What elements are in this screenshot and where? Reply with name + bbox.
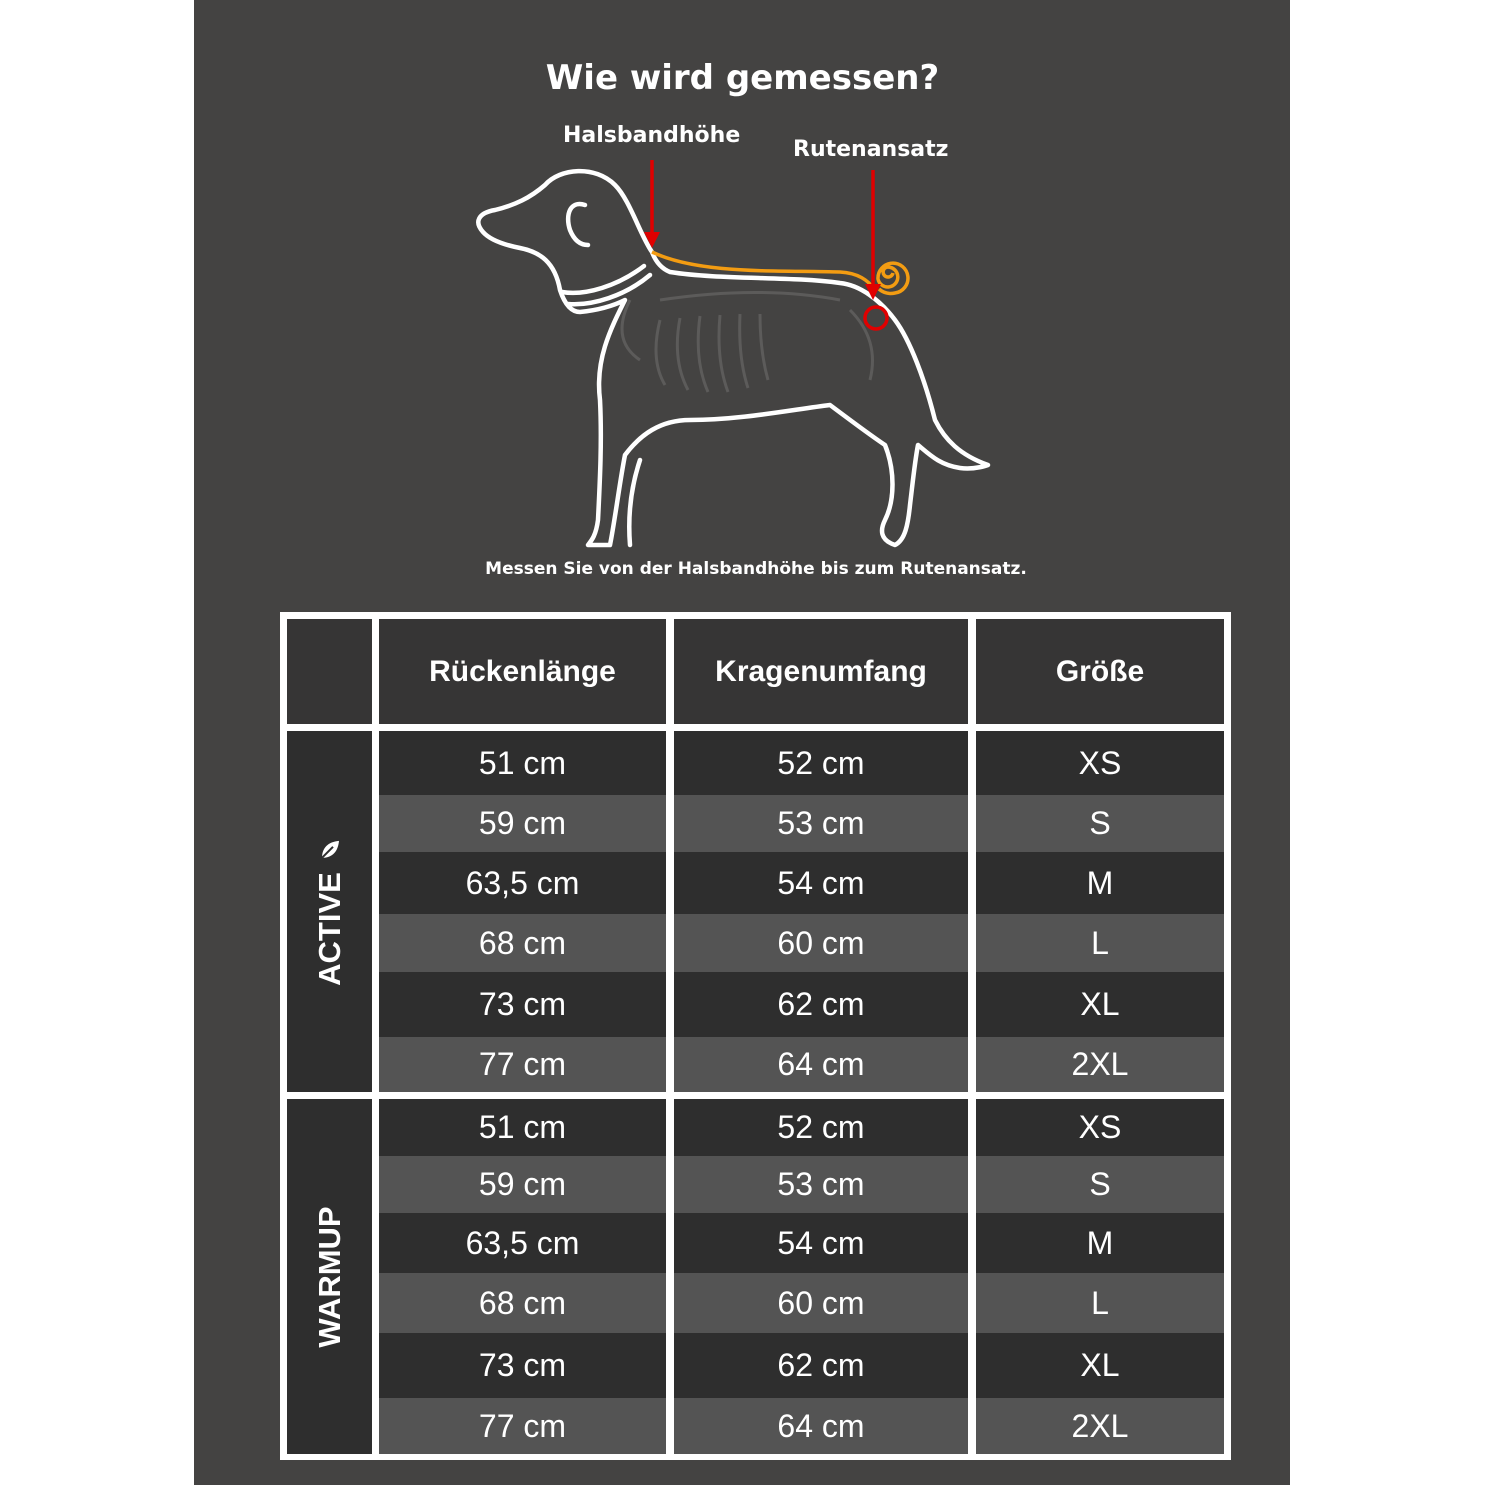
size-cell: L	[976, 1273, 1224, 1333]
size-cell: L	[976, 914, 1224, 972]
header-size: Größe	[976, 619, 1224, 724]
collar-circumference-cell: 52 cm	[674, 731, 968, 795]
back-length-cell: 63,5 cm	[379, 852, 666, 914]
back-length-cell: 68 cm	[379, 1273, 666, 1333]
size-table	[280, 612, 1231, 1460]
collar-circumference-cell: 64 cm	[674, 1398, 968, 1454]
tail-label: Rutenansatz	[793, 137, 949, 162]
collar-circumference-cell: 52 cm	[674, 1099, 968, 1156]
collar-circumference-cell: 60 cm	[674, 1273, 968, 1333]
back-length-cell: 59 cm	[379, 795, 666, 852]
dog-outline	[478, 171, 988, 545]
group-label-cell	[287, 731, 372, 1092]
page-title: Wie wird gemessen?	[545, 58, 940, 98]
header-collar-circumference: Kragenumfang	[674, 619, 968, 724]
size-cell: S	[976, 795, 1224, 852]
collar-circumference-cell: 62 cm	[674, 1333, 968, 1398]
header-corner-cell	[287, 619, 372, 724]
collar-circumference-cell: 54 cm	[674, 1213, 968, 1273]
tail-base-marker	[865, 307, 887, 329]
collar-circumference-cell: 54 cm	[674, 852, 968, 914]
collar-arrow	[644, 160, 660, 248]
back-length-cell: 77 cm	[379, 1398, 666, 1454]
skeleton-illustration	[622, 293, 873, 393]
size-cell: 2XL	[976, 1398, 1224, 1454]
collar-circumference-cell: 53 cm	[674, 1156, 968, 1213]
collar-circumference-cell: 60 cm	[674, 914, 968, 972]
size-cell: XL	[976, 1333, 1224, 1398]
size-cell: XS	[976, 731, 1224, 795]
dog-illustration	[440, 160, 1020, 560]
group-label-cell	[287, 1099, 372, 1454]
collar-label: Halsbandhöhe	[563, 123, 741, 148]
collar-circumference-cell: 62 cm	[674, 972, 968, 1037]
size-cell: M	[976, 852, 1224, 914]
back-length-cell: 68 cm	[379, 914, 666, 972]
back-length-cell: 51 cm	[379, 731, 666, 795]
size-cell: S	[976, 1156, 1224, 1213]
size-cell: XS	[976, 1099, 1224, 1156]
back-length-cell: 51 cm	[379, 1099, 666, 1156]
size-cell: XL	[976, 972, 1224, 1037]
collar-circumference-cell: 64 cm	[674, 1037, 968, 1092]
back-length-cell: 73 cm	[379, 1333, 666, 1398]
leaf-icon	[318, 838, 342, 862]
back-length-cell: 59 cm	[379, 1156, 666, 1213]
size-cell: 2XL	[976, 1037, 1224, 1092]
size-cell: M	[976, 1213, 1224, 1273]
instruction-text: Messen Sie von der Halsbandhöhe bis zum Rutenansatz.	[485, 559, 1027, 579]
back-length-cell: 73 cm	[379, 972, 666, 1037]
collar-circumference-cell: 53 cm	[674, 795, 968, 852]
back-length-cell: 63,5 cm	[379, 1213, 666, 1273]
back-length-cell: 77 cm	[379, 1037, 666, 1092]
group-name: WARMUP	[311, 1205, 347, 1348]
group-name: ACTIVE	[311, 871, 347, 986]
tail-spiral-icon	[878, 263, 908, 293]
header-back-length: Rückenlänge	[379, 619, 666, 724]
